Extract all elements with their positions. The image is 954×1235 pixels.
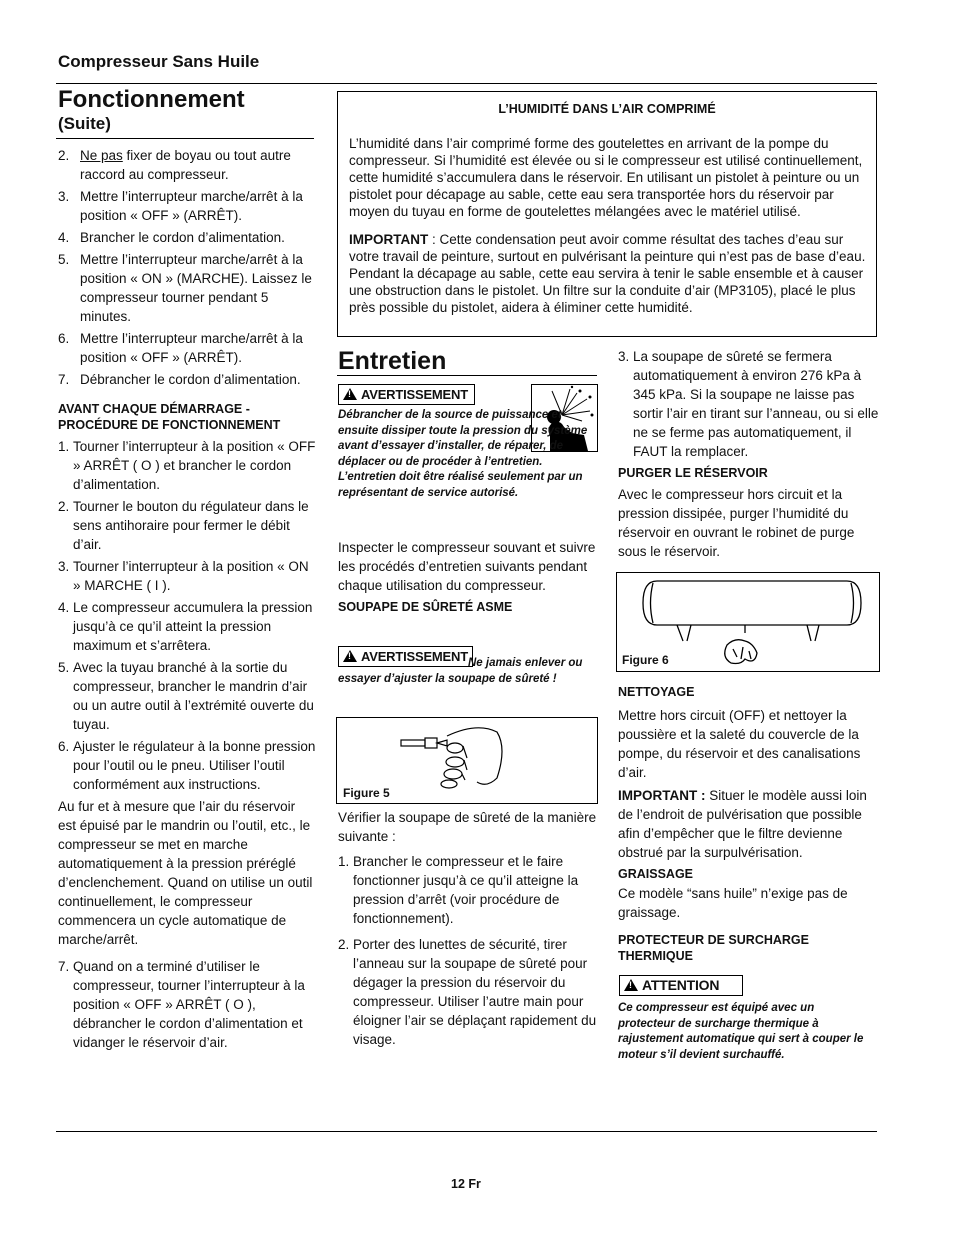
list-item (58, 957, 316, 1052)
step-text: Porter des lunettes de sécurité, tirer l’anneau sur la soupape de sûreté pour dégager la pression du réservoir du compresseur. Utiliser l’autre main pour éloigner l’air se déplaçant rapidement du visage. (353, 937, 597, 1047)
list-item (58, 658, 316, 734)
step-text: Tourner l’interrupteur à la position « ON » MARCHE ( I ). (73, 559, 309, 593)
attention-badge (619, 975, 743, 996)
humidity-important-paragraph (349, 231, 866, 316)
step-number: 2. (58, 499, 70, 514)
step-text: Avec la tuyau branché à la sortie du compresseur, brancher le mandrin d’air ou un autre outil à l’extrémité ouverte du tuyau. (73, 660, 314, 732)
step-number: 3. (58, 559, 70, 574)
section-title: Fonctionnement (58, 86, 245, 113)
clean-important-paragraph (618, 786, 880, 862)
step-text: La soupape de sûreté se fermera automatiquement à environ 276 kPa à 345 kPa. Si la soupape ne laisse pas sortir l’air en tirant sur l’anneau, ou si elle ne se ferme pas automatiquement, il FAUT la remplacer. (633, 349, 879, 459)
list-item (58, 228, 316, 247)
verify-steps-list (338, 852, 598, 1049)
warning-triangle-icon (343, 388, 357, 400)
warning-badge (338, 384, 475, 405)
page-number: 12 Fr (451, 1177, 481, 1191)
figure-6 (616, 572, 880, 672)
clean-paragraph: Mettre hors circuit (OFF) et nettoyer la poussière et la saleté du couvercle de la pompe, du réservoir et des canalisations d’air. (618, 708, 861, 780)
steps-list-a (58, 146, 316, 389)
step-text: Tourner le bouton du régulateur dans le sens antihoraire pour fermer le débit d’air. (73, 499, 309, 552)
important-label: IMPORTANT : (618, 788, 706, 803)
grease-heading: GRAISSAGE (618, 867, 694, 881)
asme-heading: SOUPAPE DE SÛRETÉ ASME (338, 600, 513, 614)
list-item (338, 935, 598, 1049)
grease-paragraph: Ce modèle “sans huile” n’exige pas de graissage. (618, 886, 848, 920)
figure-5-label: Figure 5 (343, 786, 390, 800)
list-item (338, 852, 598, 928)
thermal-heading: PROTECTEUR DE SURCHARGE THERMIQUE (618, 933, 809, 963)
list-item (618, 347, 880, 461)
step-text: fixer de boyau ou tout autre raccord au compresseur. (80, 148, 291, 182)
left-column (58, 86, 314, 133)
warning-label-text: AVERTISSEMENT (361, 649, 468, 664)
section-subtitle: (Suite) (58, 114, 111, 133)
step-number: 5. (58, 252, 70, 267)
humidity-paragraph: L’humidité dans l’air comprimé forme des goutelettes en arrivant de la pompe du compresseur. Si l’humidité est élevée ou si le compresseur est utilisé continuellement, cette humidité s’accumulera dans le réservoir. En utilisant un pistolet à peinture ou un pistolet pour décapage au sable, cette eau sera transportée hors du réservoir par moyen du tuyau en forme de goutelettes mélangées avec le matériel utilisé. (349, 136, 863, 219)
footer-rule (56, 1131, 877, 1132)
step-text: Le compresseur accumulera la pression jusqu’à ce qu’il atteint la pression maximum et s’arrêtera. (73, 600, 313, 653)
clean-heading: NETTOYAGE (618, 685, 695, 699)
figure-6-label: Figure 6 (622, 653, 669, 667)
step-text: Ajuster le régulateur à la bonne pression pour l’outil ou le pneu. Utiliser l’outil conformément aux instructions. (73, 739, 316, 792)
step-number: 4. (58, 600, 70, 615)
step-number: 4. (58, 230, 70, 245)
warning-label-text: AVERTISSEMENT (361, 387, 468, 402)
step-number: 1. (338, 854, 350, 869)
step-text: Mettre l’interrupteur marche/arrêt à la position « OFF » (ARRÊT). (80, 331, 303, 365)
list-item (58, 329, 316, 367)
list-item (58, 437, 316, 494)
step-number: 1. (58, 439, 70, 454)
attention-label-text: ATTENTION (642, 977, 720, 993)
steps-list-b (58, 437, 316, 794)
middle-body (338, 538, 598, 619)
steps-list-c (58, 957, 316, 1052)
verify-paragraph: Vérifier la soupape de sûreté de la manière suivante : (338, 810, 597, 844)
step-number: 2. (338, 937, 350, 952)
step-number: 5. (58, 660, 70, 675)
step-number: 7. (58, 372, 70, 387)
step-number: 3. (58, 189, 70, 204)
header-rule (56, 83, 877, 84)
step-text: Brancher le compresseur et le faire fonctionner jusqu’à ce qu’il atteigne la pression d’arrêt (voir procédure de fonctionnement). (353, 854, 579, 926)
important-text: Situer le modèle aussi loin de l’endroit de pulvérisation que possible afin d’empêcher que le filtre devienne obstrué par la surpulvérisation. (618, 788, 867, 860)
entretien-rule (337, 375, 597, 376)
list-item (58, 497, 316, 554)
list-item (58, 557, 316, 595)
right-body (618, 347, 880, 565)
step-text: Brancher le cordon d’alimentation. (80, 230, 285, 245)
list-item (58, 250, 316, 326)
left-body (58, 146, 316, 1055)
humidity-box (337, 91, 877, 337)
warning-triangle-icon (624, 979, 638, 991)
document-header: Compresseur Sans Huile (58, 52, 260, 71)
attention-label (619, 975, 743, 996)
list-item (58, 146, 316, 184)
list-item (58, 737, 316, 794)
warning-text-2: Ne jamais enlever ou essayer d’ajuster la soupape de sûreté ! (338, 657, 583, 685)
list-item (58, 598, 316, 655)
warning-label-1 (338, 384, 475, 405)
purge-heading: PURGER LE RÉSERVOIR (618, 466, 768, 480)
list-item (58, 187, 316, 225)
figure-5 (336, 717, 598, 804)
step-3-list (618, 347, 880, 461)
inspect-paragraph: Inspecter le compresseur souvant et suivre les procédés d’entretien suivants pendant chaque utilisation du compresseur. (338, 540, 596, 593)
step-text: Mettre l’interrupteur marche/arrêt à la position « ON » (MARCHE). Laissez le compresseur tourner pendant 5 minutes. (80, 252, 312, 324)
step-text: Débrancher le cordon d’alimentation. (80, 372, 301, 387)
step-text: Tourner l’interrupteur à la position « OFF » ARRÊT ( O ) et brancher le cordon d’alimentation. (73, 439, 316, 492)
humidity-box-title: L’HUMIDITÉ DANS L’AIR COMPRIMÉ (498, 102, 716, 116)
step-text: Quand on a terminé d’utiliser le compresseur, tourner l’interrupteur à la position « OFF » ARRÊT ( O ), débrancher le cordon d’alimentation et vidanger le réservoir d’air. (73, 959, 305, 1050)
step-number: 6. (58, 331, 70, 346)
humidity-box-body (349, 135, 866, 316)
step-text: Mettre l’interrupteur marche/arrêt à la position « OFF » (ARRÊT). (80, 189, 303, 223)
step-number: 6. (58, 739, 70, 754)
entretien-title: Entretien (338, 347, 447, 375)
step-number: 2. (58, 148, 70, 163)
auto-cycle-paragraph: Au fur et à mesure que l’air du réservoir est épuisé par le mandrin ou l’outil, etc., le compresseur se met en marche automatiquement à la pression préréglé d’enclenchement. Quand on utilise un outil continuellement, le compresseur commencera un cycle automatique de marche/arrêt. (58, 799, 313, 947)
avant-heading: AVANT CHAQUE DÉMARRAGE - PROCÉDURE DE FONCTIONNEMENT (58, 402, 281, 432)
important-text: : Cette condensation peut avoir comme résultat des taches d’eau sur votre travail de peinture, surtout en pulvérisant la peinture qui n’est pas de base d’eau. Pendant la décapage au sable, cette eau servira à tenir le sable ensemble et à causer une obstruction dans le pistolet. Un filtre sur la conduite d’air (MP3105), placé le plus près possible du pistolet, aidera à éliminer cette humidité. (349, 232, 866, 315)
emphasis-text: Ne pas (80, 148, 123, 163)
middle-body-2 (338, 808, 598, 1052)
attention-text: Ce compresseur est équipé avec un protecteur de surcharge thermique à rajustement automatique qui sert à couper le moteur s’il devient surchauffé. (618, 1002, 864, 1061)
purge-paragraph: Avec le compresseur hors circuit et la pression dissipée, purger l’humidité du réservoir en ouvrant le robinet de purge sous le réservoir. (618, 487, 855, 559)
important-label: IMPORTANT (349, 232, 429, 247)
right-body-2 (618, 684, 880, 968)
step-number: 3. (618, 349, 630, 364)
section-rule (56, 138, 314, 139)
warning-text-1: Débrancher de la source de puissance et ensuite dissiper toute la pression du système avant d’essayer d’installer, de réparer, de déplacer ou de procéder à l’entretien. L’entretien doit être réalisé seulement par un représentant de service autorisé. (338, 409, 588, 499)
list-item (58, 370, 316, 389)
step-number: 7. (58, 959, 70, 974)
